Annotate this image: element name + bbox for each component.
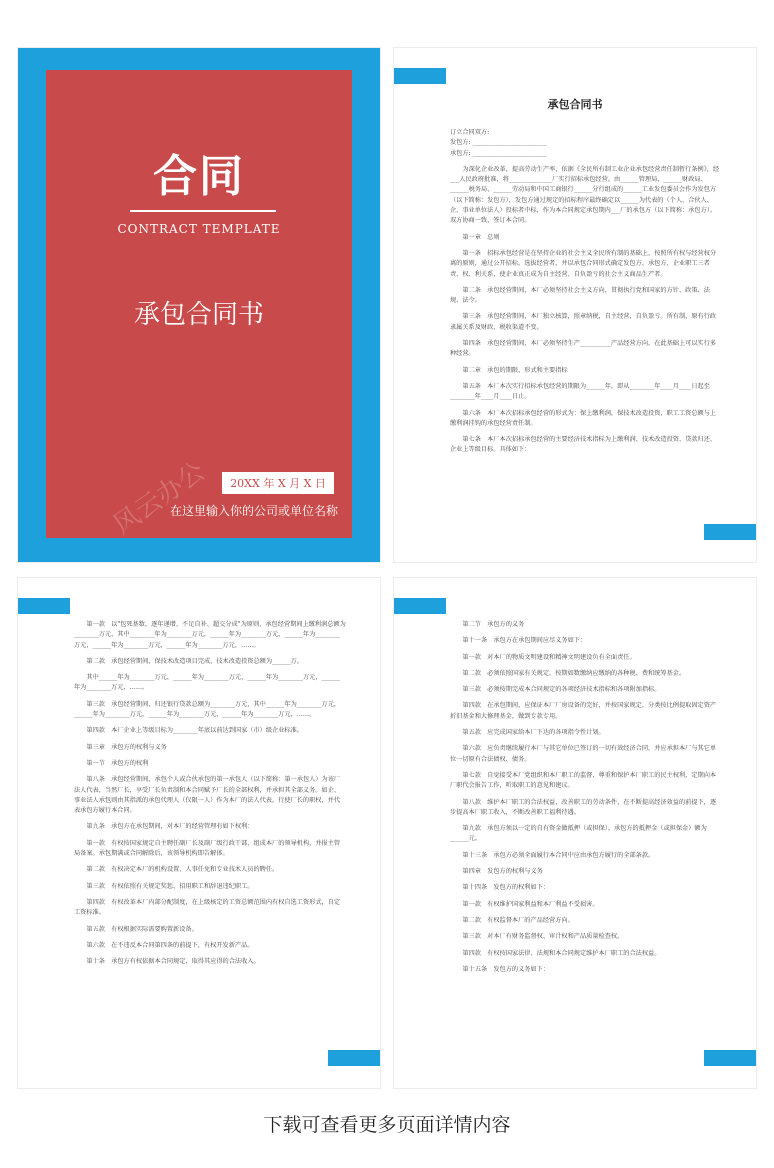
paragraph: 第八条 承包经营期间，承包个人或合伙承包的第一承包人（以下简称：第一承包人）为该厂法人代表，当然厂长，享受厂长负责制和本合同赋予厂长的全部权利，并承担其全部义务。如企、事业法人承包则由其指派的承包代理人（仅限一人）作为本厂的法人代表，行使厂长的职权，并代表承包方履行本合同。: [74, 776, 341, 815]
paragraph: 第五款 有权根据实际需要购置新设备。: [86, 925, 198, 933]
paragraph: 第二款 必须依照国家有关规定，按期如数缴纳应缴纳的各种税、费和统筹基金。: [462, 669, 686, 677]
cover-page: [18, 48, 380, 562]
cover-company-name: 在这里输入你的公司或单位名称: [169, 504, 338, 518]
accent-bar-top: [394, 68, 446, 84]
cover-date: 20XX 年 X 月 X 日: [222, 472, 334, 494]
paragraph: 第三款 必须按期完成本合同规定的各项经济技术指标和各项附加指标。: [462, 686, 661, 694]
paragraph: 第三款 承包经营期间，归还银行贷款总额为________万元，其中______年为________万元，______年为________万元，______年为________万元，______年为________万元，……。: [74, 700, 341, 719]
paragraph: 第二条 承包经营期间，本厂必须坚持社会主义方向，贯彻执行党和国家的方针、政策、法规、法令。: [450, 286, 710, 305]
paragraph: 第四条 承包经营期间，本厂必须坚持生产__________产品经营方向，在此基础上可以实行多种经营。: [450, 340, 717, 358]
paragraph: 第七款 自觉接受本厂党组织和本厂职工的监督，尊重和保护本厂职工的民主权利，定期向本厂职代会报告工作，听取职工的意见和建议。: [450, 771, 717, 790]
paragraph: 订立合同双方:: [450, 129, 490, 136]
paragraph: 第一款 有权按国家规定自主聘任副厂长及副厂级行政干部，组成本厂的领导机构，并报主管局备案。承包期满或合同解除后，该领导机构即告解体。: [74, 839, 341, 858]
cover-english-title: CONTRACT TEMPLATE: [117, 222, 281, 236]
paragraph: 第一条 招标承包经营是在坚持企业的社会主义全民所有制的基础上，按照所有权与经营权分离的原则，通过公开招标，选拔经营者，并以承包合同形式确定发包方、承包方、企业职工三者责、权、利关系，使企业真正成为自主经营、自负盈亏的社会主义商品生产者。: [450, 249, 717, 278]
paragraph: 第十五条 发包方的义务如下：: [462, 965, 550, 973]
page-4-content: [450, 620, 722, 981]
accent-bar-top: [394, 598, 446, 614]
paragraph: 第六条 本厂本次招标承包经营的形式为：保上缴利润，保技术改造投资，职工工资总额与上缴利润挂钩的承包经营责任制。: [450, 409, 717, 427]
chapter-heading: 第二章 承包的期限、形式和主要指标: [462, 366, 568, 374]
watermark: 风云办公: [108, 456, 211, 541]
chapter-heading: 第四章 发包方的权利与义务: [462, 868, 543, 876]
chapter-heading: 第一章 总则: [462, 233, 500, 241]
paragraph: 第五款 应完成国家给本厂下达的各项指令性计划。: [462, 729, 605, 737]
paragraph: 第十三条 承包方必须全面履行本合同中应由承包方履行的全部条款。: [462, 851, 655, 859]
cover-title: 合同: [153, 151, 245, 202]
paragraph: 第十四条 发包方的权利如下：: [462, 884, 550, 892]
page-3-content: [74, 620, 346, 973]
cover-panel: [46, 70, 352, 541]
paragraph: 第三款 有权依照有关规定奖惩、招用职工和辞退违纪职工。: [86, 882, 254, 890]
paragraph: 第一款 有权维护国家利益和本厂利益不受损害。: [462, 900, 599, 908]
section-heading: 第一节 承包方的权利: [86, 759, 149, 767]
paragraph: 承包方: ________________________: [450, 149, 547, 157]
chapter-heading: 第三章 承包方的权利与义务: [86, 743, 167, 751]
paragraph: 第一款 对本厂的物质文明建设和精神文明建设负有全面责任。: [462, 653, 636, 661]
page-2-content: [450, 128, 722, 462]
title-divider: [130, 210, 276, 212]
paragraph: 第五条 本厂本次实行招标承包经营的期限为______年，即从________年____月____日起至________年____月____日止。: [450, 382, 710, 401]
paragraph: 第六款 在不违反本合同第四条的前提下，有权开发新产品。: [86, 941, 254, 949]
paragraph: 第四款 本厂企业上等级目标为________年底以前达到国家（市）级企业标准。: [86, 727, 303, 735]
paragraph: 第八款 维护本厂职工的合法权益，改善职工的劳动条件，在不断提高经济效益的前提下，逐步提高本厂职工收入，不断改善职工福利待遇。: [450, 798, 717, 816]
document-page-4: [394, 578, 756, 1088]
paragraph: 第四款 有权改革本厂内部分配制度，在上级核定的工资总额范围内有权自选工资形式，自定工资标准。: [74, 898, 341, 917]
paragraph: 第三条 承包经营期间，本厂独立核算，照章纳税，自主经营，自负盈亏。所有制、原有行政隶属关系及财政、税收渠道不变。: [450, 313, 717, 331]
document-page-3: [18, 578, 380, 1088]
paragraph: 其中______年为________万元，______年为________万元，______年为________万元，______年为________万元，……。: [74, 674, 341, 692]
paragraph: 发包方: ________________________: [450, 139, 547, 147]
paragraph: 第二款 承包经营期间，保技术改造项目完成，技术改造投资总额为______万。: [86, 657, 303, 665]
paragraph: 第三款 对本厂有财务监督权、审计权和产品质量检查权。: [462, 933, 624, 941]
paragraph: 第七条 本厂本次招标承包经营的主要经济技术指标为上缴利润、技术改造投资、贷款归还、企业上等级目标。具体如下：: [450, 436, 717, 454]
accent-bar-bottom: [704, 1050, 756, 1066]
paragraph: 第四款 在承包期间，应保证本厂厂房设备的完好，并按国家规定，分类按比例提取固定资产折旧基金和大修理基金，做到专款专用。: [450, 702, 717, 720]
paragraph: 为深化企业改革，提高劳动生产率，依据《全民所有制工业企业承包经营责任制暂行条例》，经___人民政府批准，将______________厂实行招标承包经营。由______管理局、______财政局、______税务局、______劳动局和中国工商银行______分行组成的______工业发包委员会作为发包方（以下简称：发包方），发包方通过规定的招标程序最终确定以______为代表的（个人、合伙人、企、事业单位法人）投标者中标，作为本合同规定承包期内___厂的承包方（以下简称：承包方）。双方协商一致，签订本合同。: [450, 165, 720, 225]
paragraph: 第十一条 承包方在承包期间应尽义务如下：: [462, 637, 587, 645]
paragraph: 第一款 以"包死基数、逐年递增、不足自补、超交分成"为原则，承包经营期间上缴利润总额为________万元，其中________年为________万元，______年为________万元，______年为________万元，______年为________万元，______年为________万元，……。: [74, 621, 346, 649]
paragraph: 第六款 应负责继续履行本厂与其它单位已签订的一切有效经济合同，并应承担本厂与其它单位一切原有合法债权、债务。: [450, 745, 717, 763]
section-heading: 第二节 承包方的义务: [462, 621, 525, 628]
paragraph: 第十条 承包方有权依据本合同规定，取得其应得的合法收入。: [86, 958, 260, 966]
paragraph: 第九款 承包方须以一定的自有资金做抵押（或担保）。承包方的抵押金（或担保金）额为______元。: [450, 825, 707, 843]
accent-bar-bottom: [704, 524, 756, 540]
accent-bar-top: [18, 598, 70, 614]
paragraph: 第九条 承包方在承包期间，对本厂的经营管理有如下权利：: [86, 823, 254, 831]
paragraph: 第二款 有权决定本厂的机构设置、人事任免和专业技术人员的聘任。: [86, 866, 279, 874]
paragraph: 第四款 有权按国家法律、法规和本合同规定维护本厂职工的合法权益。: [462, 949, 661, 957]
accent-bar-bottom: [328, 1050, 380, 1066]
document-title: 承包合同书: [547, 98, 603, 111]
paragraph: 第二款 有权监督本厂的产品经营方向。: [462, 916, 574, 924]
cover-subtitle: 承包合同书: [133, 300, 264, 330]
document-page-2: [394, 48, 756, 562]
download-more-link[interactable]: 下载可查看更多页面详情内容: [263, 1114, 511, 1136]
